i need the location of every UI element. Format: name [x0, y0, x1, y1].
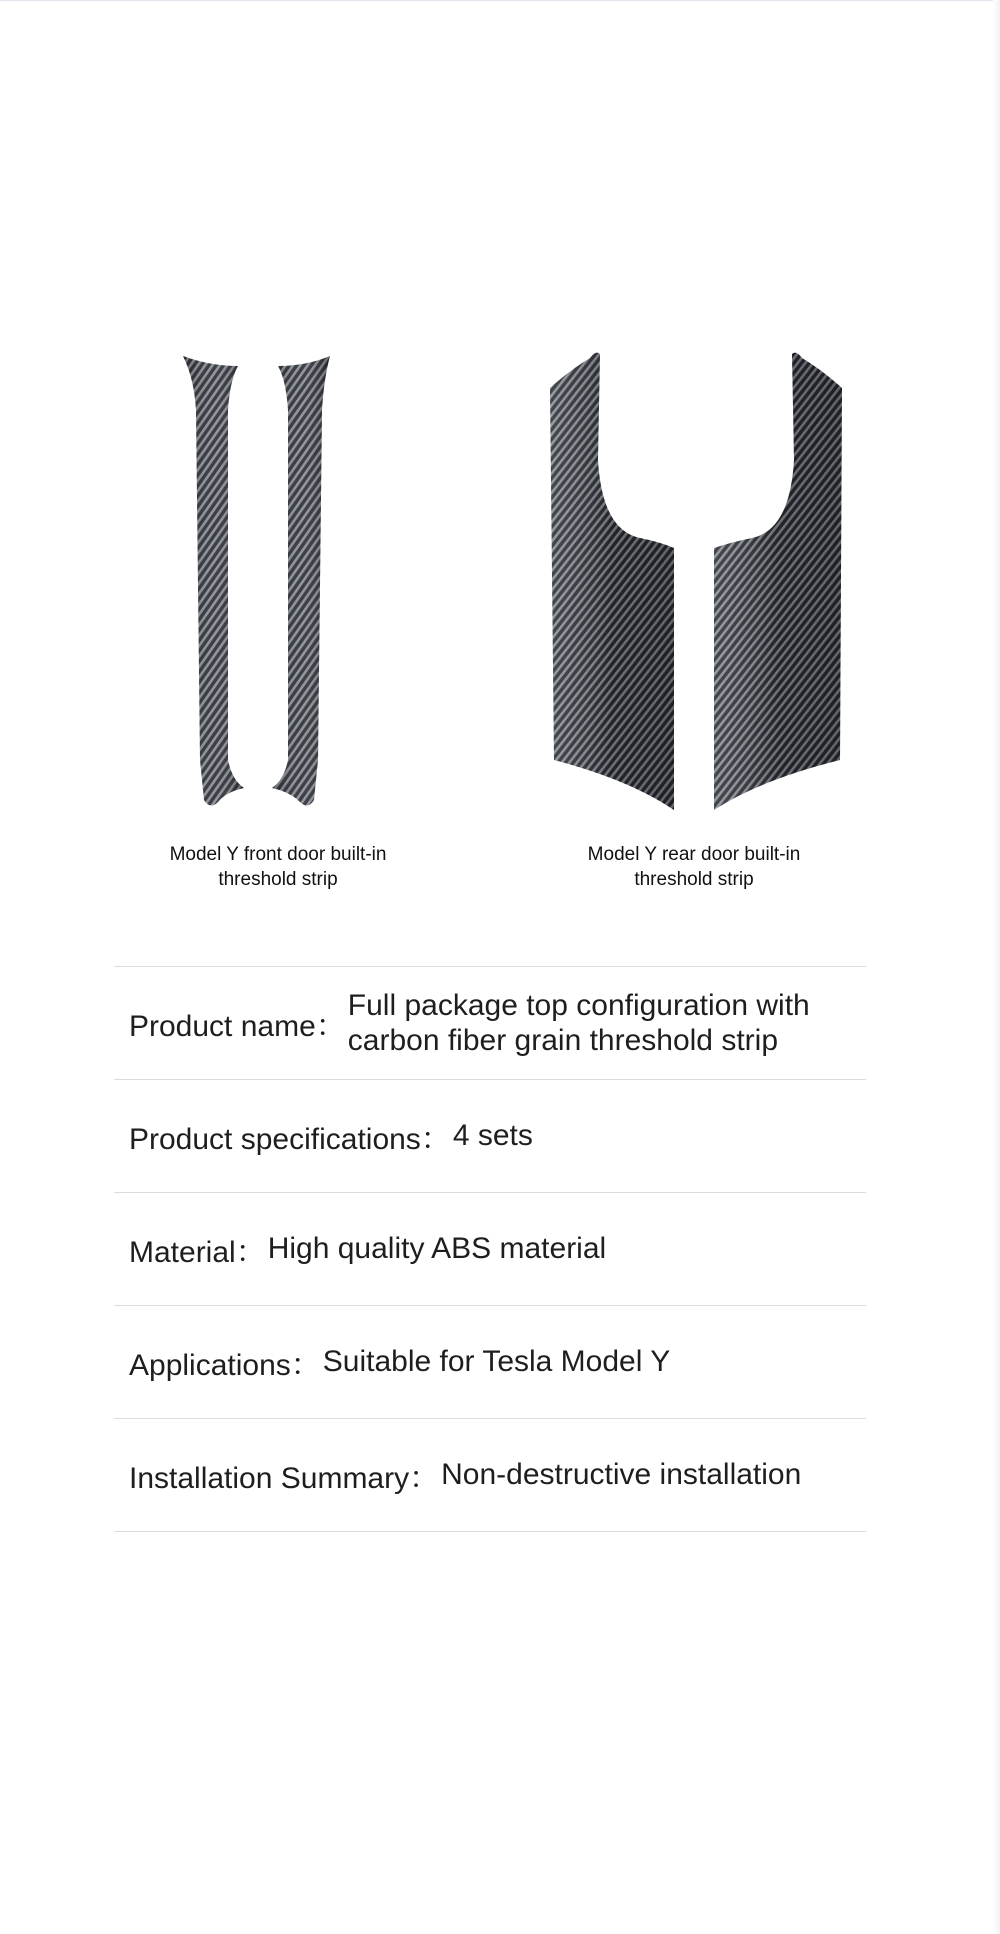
- spec-row-material: [114, 1192, 866, 1305]
- product-name-value-line1: Full package top configuration with: [347, 989, 810, 1022]
- top-border: [0, 0, 1000, 1]
- rear-door-strips-image: [540, 340, 860, 820]
- rear-door-caption: [544, 842, 844, 892]
- spec-table: [114, 966, 866, 1532]
- product-gallery: [0, 340, 1000, 890]
- spec-row-product-name: [114, 966, 866, 1079]
- spec-row-applications: [114, 1305, 866, 1418]
- right-edge-shadow: [993, 0, 1000, 1934]
- spec-row-specifications: [114, 1079, 866, 1192]
- installation-label: Installation Summary：: [129, 1462, 440, 1495]
- front-door-caption-line2: threshold strip: [218, 869, 338, 890]
- product-name-value-line2: carbon fiber grain threshold strip: [347, 1024, 779, 1057]
- front-door-caption-line1: Model Y front door built-in: [169, 844, 387, 865]
- product-name-label: Product name：: [129, 1010, 346, 1043]
- rear-door-caption-line2: threshold strip: [634, 869, 754, 890]
- applications-label: Applications：: [129, 1349, 321, 1382]
- front-door-caption: [128, 842, 428, 892]
- applications-value: Suitable for Tesla Model Y: [322, 1345, 671, 1378]
- material-value: High quality ABS material: [267, 1232, 607, 1265]
- front-door-strips-image: [170, 340, 350, 810]
- material-label: Material：: [129, 1236, 266, 1269]
- rear-door-caption-line1: Model Y rear door built-in: [587, 844, 801, 865]
- specifications-label: Product specifications：: [129, 1123, 451, 1156]
- installation-value: Non-destructive installation: [441, 1458, 802, 1491]
- spec-row-installation: [114, 1418, 866, 1532]
- product-name-value: [348, 988, 866, 1058]
- specifications-value: 4 sets: [452, 1119, 533, 1152]
